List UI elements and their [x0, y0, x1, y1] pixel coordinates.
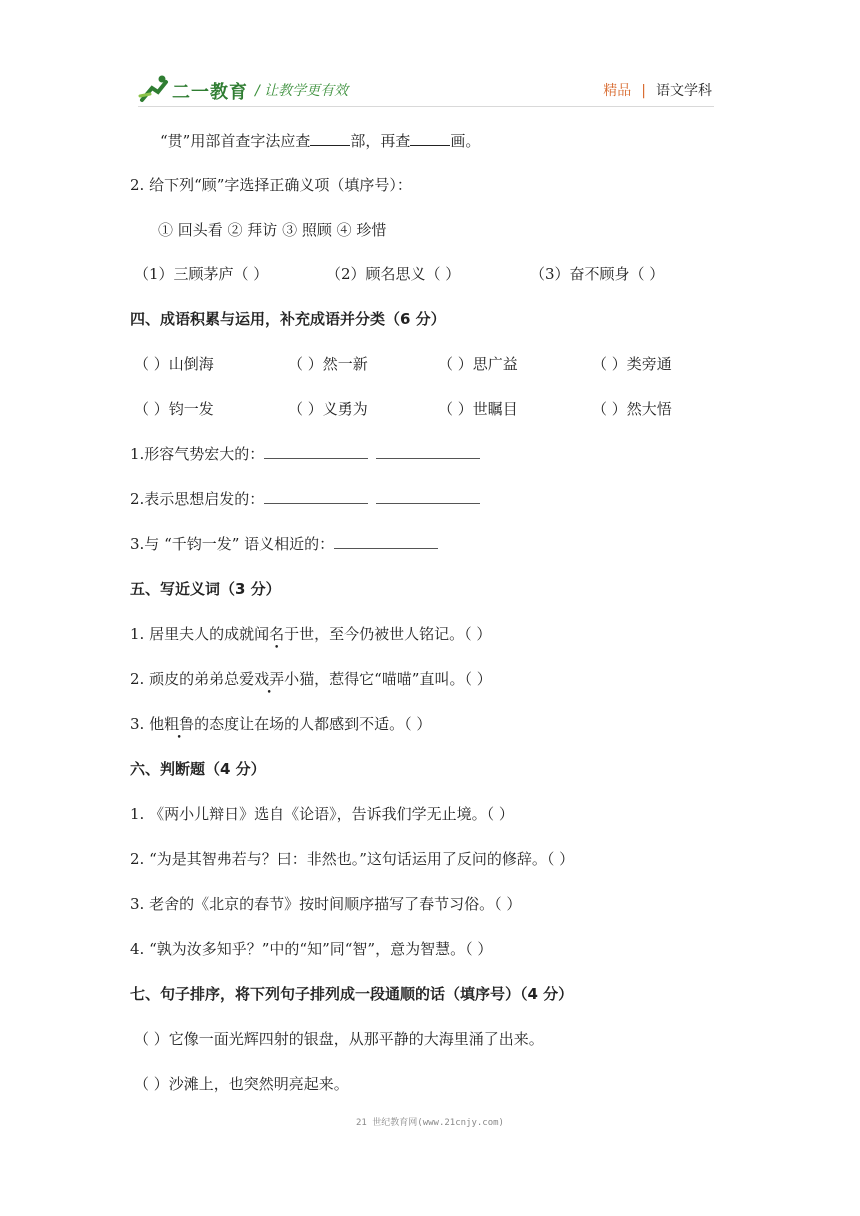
idiom-item: （ ）类旁通: [592, 355, 672, 373]
answer-line[interactable]: [376, 489, 480, 504]
s3-q1-text-a: “贯”用部首查字法应查: [160, 132, 311, 150]
idiom-item: （ ）然大悟: [592, 400, 672, 418]
logo-text: 二一教育: [172, 82, 248, 103]
s6-q1: 1. 《两小儿辩日》选自《论语》，告诉我们学无止境。（ ）: [130, 805, 514, 823]
jingpin-label: 精品: [603, 83, 632, 99]
s5-q2: [130, 668, 492, 689]
answer-line[interactable]: [334, 534, 438, 549]
idiom-item: （ ）思广益: [438, 355, 518, 373]
idiom-item: （ ）山倒海: [134, 355, 214, 373]
s4-title: 四、成语积累与运用，补充成语并分类（6 分）: [130, 310, 446, 328]
s5-title: 五、写近义词（3 分）: [130, 580, 281, 598]
s4-category-2: [130, 488, 488, 509]
s6-q3: 3. 老舍的《北京的春节》按时间顺序描写了春节习俗。（ ）: [130, 895, 522, 913]
category-label: 2.表示思想启发的：: [130, 490, 265, 508]
category-label: 1.形容气势宏大的：: [130, 445, 265, 463]
s3-item-3: （3）奋不顾身（ ）: [530, 265, 665, 283]
answer-line[interactable]: [264, 444, 368, 459]
s3-q1-text-c: 画。: [450, 132, 481, 150]
blank[interactable]: [310, 131, 350, 146]
s3-item-2: （2）顾名思义（ ）: [326, 265, 461, 283]
s6-q2: 2. “为是其智弗若与？曰：非然也。”这句话运用了反问的修辞。（ ）: [130, 850, 575, 868]
slogan: / 让教学更有效: [255, 83, 349, 99]
s5-q3-text-b: 的态度让在场的人都感到不适。（ ）: [194, 715, 432, 733]
s3-q1-text-b: 部，再查: [350, 132, 411, 150]
s3-q1: [160, 130, 480, 151]
s7-q1: （ ）它像一面光辉四射的银盘，从那平静的大海里涌了出来。: [134, 1030, 544, 1048]
s5-q1-text-b: 世，至今仍被世人铭记。（ ）: [299, 625, 492, 643]
header-divider: [138, 106, 714, 107]
s4-category-1: [130, 443, 488, 464]
s3-options: ① 回头看 ② 拜访 ③ 照顾 ④ 珍惜: [158, 221, 387, 239]
idiom-item: （ ）义勇为: [288, 400, 368, 418]
s5-q3: [130, 713, 431, 734]
idiom-item: （ ）世瞩目: [438, 400, 518, 418]
s6-title: 六、判断题（4 分）: [130, 760, 266, 778]
s6-q4: 4. “孰为汝多知乎？”中的“知”同“智”，意为智慧。（ ）: [130, 940, 493, 958]
dotted-word: 戏弄: [254, 670, 285, 688]
s5-q1: [130, 623, 491, 644]
header-separator: |: [641, 83, 646, 99]
s5-q3-text-a: 3. 他: [130, 715, 165, 733]
idiom-item: （ ）然一新: [288, 355, 368, 373]
s5-q2-text-a: 2. 顽皮的弟弟总爱: [130, 670, 255, 688]
s3-item-1: （1）三顾茅庐（ ）: [134, 265, 269, 283]
dotted-word: 闻名于: [254, 625, 300, 643]
idiom-item: （ ）钧一发: [134, 400, 214, 418]
s5-q2-text-b: 小猫，惹得它“喵喵”直叫。（ ）: [284, 670, 492, 688]
blank[interactable]: [410, 131, 450, 146]
s3-q2: 2. 给下列“顾”字选择正确义项（填序号）：: [130, 176, 412, 194]
header-right: [603, 80, 712, 100]
dotted-word: 粗鲁: [164, 715, 195, 733]
category-label: 3.与 “千钧一发” 语义相近的：: [130, 535, 335, 553]
page-header: [0, 0, 860, 120]
page-footer: 21 世纪教育网(www.21cnjy.com): [356, 1118, 504, 1128]
answer-line[interactable]: [376, 444, 480, 459]
s7-q2: （ ）沙滩上，也突然明亮起来。: [134, 1075, 349, 1093]
s7-title: 七、句子排序，将下列句子排列成一段通顺的话（填序号）（4 分）: [130, 985, 574, 1003]
s4-category-3: [130, 533, 446, 554]
subject-label: 语文学科: [656, 83, 712, 99]
answer-line[interactable]: [264, 489, 368, 504]
s5-q1-text-a: 1. 居里夫人的成就: [130, 625, 255, 643]
